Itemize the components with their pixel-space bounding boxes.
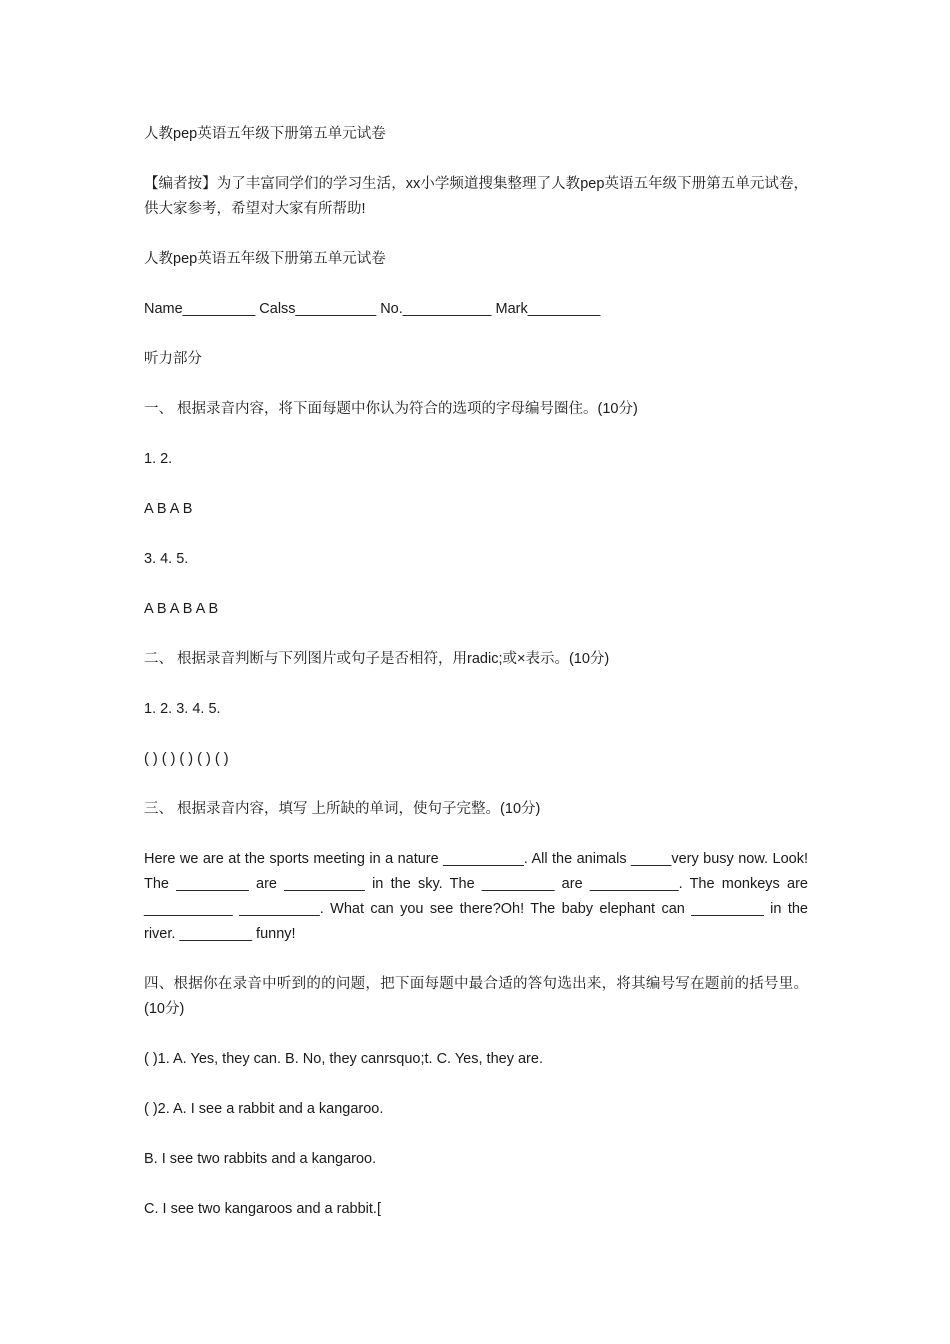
section1-heading: 一、 根据录音内容，将下面每题中你认为符合的选项的字母编号圈住。(10分) bbox=[144, 401, 638, 417]
section1-line: 1. 2. bbox=[144, 451, 173, 467]
section4-question: ( )1. A. Yes, they can. B. No, they canrsquo;t. C. Yes, they are. bbox=[144, 1051, 543, 1067]
section4-question: ( )2. A. I see a rabbit and a kangaroo. bbox=[144, 1101, 384, 1117]
document-body bbox=[144, 122, 808, 1247]
listening-heading: 听力部分 bbox=[144, 351, 202, 367]
section1-line: 3. 4. 5. bbox=[144, 551, 189, 567]
section2-line: ( ) ( ) ( ) ( ) ( ) bbox=[144, 751, 229, 767]
document-title: 人教pep英语五年级下册第五单元试卷 bbox=[144, 126, 386, 142]
student-info-line: Name_________ Calss__________ No.___________ Mark_________ bbox=[144, 301, 601, 317]
section1-line: A B A B A B bbox=[144, 601, 219, 617]
section2-line: 1. 2. 3. 4. 5. bbox=[144, 701, 221, 717]
section4-option: B. I see two rabbits and a kangaroo. bbox=[144, 1151, 377, 1167]
section4-heading: 四、根据你在录音中听到的的问题，把下面每题中最合适的答句选出来，将其编号写在题前的括号里。(10分) bbox=[144, 976, 808, 1017]
section1-line: A B A B bbox=[144, 501, 193, 517]
editor-note: 【编者按】为了丰富同学们的学习生活，xx小学频道搜集整理了人教pep英语五年级下册第五单元试卷，供大家参考，希望对大家有所帮助! bbox=[144, 176, 808, 217]
document-subtitle: 人教pep英语五年级下册第五单元试卷 bbox=[144, 251, 386, 267]
section4-option: C. I see two kangaroos and a rabbit.[ bbox=[144, 1201, 381, 1217]
section2-heading: 二、 根据录音判断与下列图片或句子是否相符，用radic;或×表示。(10分) bbox=[144, 651, 610, 667]
section3-passage: Here we are at the sports meeting in a nature __________. All the animals _____very busy now. Look! The _________ are __________ in the sky. The _________ are ___________. The monkeys are ___________ __________. What can you see there?Oh! The baby elephant can _________ in the river. _________ funny! bbox=[144, 851, 808, 942]
section3-heading: 三、 根据录音内容，填写 上所缺的单词，使句子完整。(10分) bbox=[144, 801, 541, 817]
